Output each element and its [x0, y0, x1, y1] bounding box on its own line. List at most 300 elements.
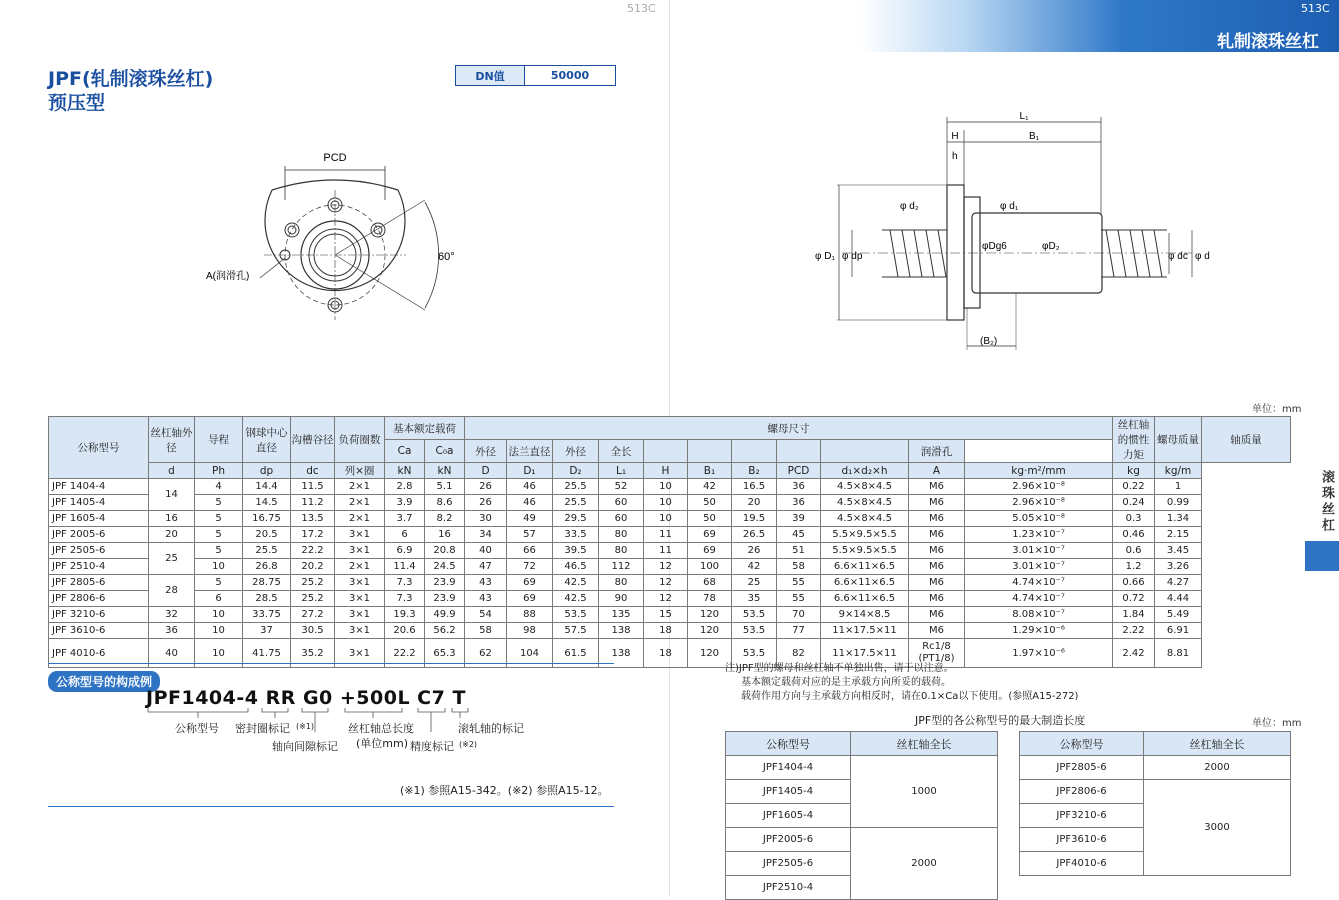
- cell-L1: 80: [599, 527, 644, 543]
- cell-lube: M6: [909, 575, 965, 591]
- mx-right-length-1: 2000: [1144, 756, 1291, 780]
- cell-dp: 41.75: [243, 639, 291, 668]
- table-row: JPF2505-6: [726, 852, 851, 876]
- cell-L1: 112: [599, 559, 644, 575]
- page-subtitle: 预压型: [48, 92, 106, 114]
- cell-B1: 100: [688, 559, 732, 575]
- cell-B1: 50: [688, 495, 732, 511]
- th-shaft-mass: 轴质量: [1202, 417, 1291, 463]
- cell-pcd: 39: [777, 511, 821, 527]
- label-clearance: 轴向间隙标记: [272, 740, 338, 753]
- th-nut: 螺母尺寸: [465, 417, 1113, 440]
- cell-ca: 3.9: [385, 495, 425, 511]
- angle-label: 60°: [438, 251, 455, 263]
- cell-dp: 16.75: [243, 511, 291, 527]
- cell-coa: 8.6: [425, 495, 465, 511]
- cell-pcd: 55: [777, 591, 821, 607]
- cell-nm: 0.46: [1113, 527, 1155, 543]
- cell-D1: 69: [507, 591, 553, 607]
- cell-ca: 20.6: [385, 623, 425, 639]
- cell-H: 12: [644, 575, 688, 591]
- th-od2: 外径: [553, 440, 599, 463]
- cell-sm: 2.15: [1155, 527, 1202, 543]
- cell-nm: 0.6: [1113, 543, 1155, 559]
- label-seal: 密封圈标记: [235, 722, 290, 735]
- nut-side-view-drawing: [812, 105, 1212, 360]
- spec-table: [48, 416, 1291, 668]
- side-label: 滚珠丝杠: [1319, 470, 1334, 534]
- cell-inertia: 1.29×10⁻⁶: [965, 623, 1113, 639]
- cell-L1: 52: [599, 479, 644, 495]
- cell-ph: 6: [195, 591, 243, 607]
- th-load: 基本额定载荷: [385, 417, 465, 440]
- cell-sm: 1.34: [1155, 511, 1202, 527]
- cell-nm: 0.24: [1113, 495, 1155, 511]
- cell-ca: 6.9: [385, 543, 425, 559]
- cell-pcd: 45: [777, 527, 821, 543]
- cell-pcd: 36: [777, 479, 821, 495]
- th-B1-sym: B₁: [688, 463, 732, 479]
- cell-nm: 0.66: [1113, 575, 1155, 591]
- cell-circ: 2×1: [335, 479, 385, 495]
- cell-circ: 3×1: [335, 591, 385, 607]
- th-B2-sym: B₂: [732, 463, 777, 479]
- shaft-od-cell: 40: [149, 639, 195, 668]
- mx-right-col-length: 丝杠轴全长: [1144, 732, 1291, 756]
- spec-table-body: [49, 479, 1291, 668]
- lube-hole-label: A(润滑孔): [206, 271, 250, 282]
- cell-lube: M6: [909, 543, 965, 559]
- table-row: JPF2510-4: [726, 876, 851, 900]
- cell-coa: 65.3: [425, 639, 465, 668]
- cell-H: 10: [644, 495, 688, 511]
- cell-dc: 30.5: [291, 623, 335, 639]
- cell-dc: 11.2: [291, 495, 335, 511]
- cell-coa: 5.1: [425, 479, 465, 495]
- cell-lube: M6: [909, 623, 965, 639]
- d1-label: φ d₁: [1000, 201, 1019, 212]
- label-accuracy: 精度标记: [410, 740, 454, 753]
- cell-B2: 42: [732, 559, 777, 575]
- table-row: JPF3210-6: [1020, 804, 1144, 828]
- h-label: H: [951, 131, 959, 142]
- cell-lube: M6: [909, 495, 965, 511]
- cell-coa: 16: [425, 527, 465, 543]
- th-lube: 润滑孔: [909, 440, 965, 463]
- table-row: [49, 591, 1291, 607]
- cell-inertia: 4.74×10⁻⁷: [965, 591, 1113, 607]
- cell-D2: 25.5: [553, 479, 599, 495]
- cell-D2: 53.5: [553, 607, 599, 623]
- dc-label: φ dc: [1168, 251, 1188, 262]
- th-lube-sym: A: [909, 463, 965, 479]
- cell-B2: 16.5: [732, 479, 777, 495]
- cell-pcd: 70: [777, 607, 821, 623]
- cell-sm: 5.49: [1155, 607, 1202, 623]
- cell-B2: 53.5: [732, 623, 777, 639]
- cell-B2: 25: [732, 575, 777, 591]
- label-accuracy-note: (※2): [459, 740, 478, 749]
- cell-lube: M6: [909, 559, 965, 575]
- cell-dp: 20.5: [243, 527, 291, 543]
- cell-inertia: 2.96×10⁻⁸: [965, 495, 1113, 511]
- table-row: JPF2005-6: [726, 828, 851, 852]
- cell-D2: 46.5: [553, 559, 599, 575]
- cell-ca: 2.8: [385, 479, 425, 495]
- cell-B2: 20: [732, 495, 777, 511]
- th-B2: [732, 440, 777, 463]
- cell-H: 11: [644, 543, 688, 559]
- cell-pcd: 51: [777, 543, 821, 559]
- cell-nm: 0.22: [1113, 479, 1155, 495]
- cell-coa: 20.8: [425, 543, 465, 559]
- cell-lube: Rc1/8 (PT1/8): [909, 639, 965, 668]
- cell-inertia: 3.01×10⁻⁷: [965, 559, 1113, 575]
- cell-B2: 53.5: [732, 639, 777, 668]
- cell-dc: 13.5: [291, 511, 335, 527]
- cell-D1: 46: [507, 479, 553, 495]
- cell-lube: M6: [909, 511, 965, 527]
- note-1: 注)JPF型的螺母和丝杠轴不单独出售，请于以注意。: [725, 663, 954, 674]
- cell-L1: 80: [599, 543, 644, 559]
- model-cell: JPF 2806-6: [49, 591, 149, 607]
- cell-inertia: 1.97×10⁻⁶: [965, 639, 1113, 668]
- cell-ca: 7.3: [385, 591, 425, 607]
- cell-B1: 69: [688, 543, 732, 559]
- th-flange: 法兰直径: [507, 440, 553, 463]
- cell-B1: 78: [688, 591, 732, 607]
- cell-H: 10: [644, 511, 688, 527]
- cell-ph: 10: [195, 639, 243, 668]
- model-cell: JPF 2805-6: [49, 575, 149, 591]
- label-length-unit: (单位mm): [356, 737, 409, 750]
- th-D-sym: D: [465, 463, 507, 479]
- cell-holes: 5.5×9.5×5.5: [821, 527, 909, 543]
- cell-lube: M6: [909, 479, 965, 495]
- model-cell: JPF 1404-4: [49, 479, 149, 495]
- cell-B1: 50: [688, 511, 732, 527]
- cell-D2: 42.5: [553, 591, 599, 607]
- cell-coa: 8.2: [425, 511, 465, 527]
- cell-D: 43: [465, 591, 507, 607]
- cell-dp: 33.75: [243, 607, 291, 623]
- cell-ph: 10: [195, 623, 243, 639]
- cell-dc: 25.2: [291, 591, 335, 607]
- th-groove: 沟槽谷径: [291, 417, 335, 463]
- dn-value-box: [455, 65, 616, 86]
- example-pill: 公称型号的构成例: [48, 671, 160, 692]
- cell-D1: 66: [507, 543, 553, 559]
- th-B1: [688, 440, 732, 463]
- cell-dc: 22.2: [291, 543, 335, 559]
- table-row: [49, 495, 1291, 511]
- cell-coa: 56.2: [425, 623, 465, 639]
- cell-ph: 10: [195, 559, 243, 575]
- cell-ph: 5: [195, 511, 243, 527]
- cell-ca: 6: [385, 527, 425, 543]
- cell-D: 34: [465, 527, 507, 543]
- th-L1-sym: L₁: [599, 463, 644, 479]
- label-length: 丝杠轴总长度: [348, 722, 414, 735]
- cell-holes: 9×14×8.5: [821, 607, 909, 623]
- cell-holes: 11×17.5×11: [821, 623, 909, 639]
- left-page-number: 513C: [627, 2, 656, 15]
- th-PCD: [777, 440, 821, 463]
- cell-sm: 4.44: [1155, 591, 1202, 607]
- D2-label: φD₂: [1042, 241, 1060, 252]
- label-seal-note: (※1): [296, 722, 315, 731]
- th-circuits: 负荷圈数: [335, 417, 385, 463]
- cell-L1: 90: [599, 591, 644, 607]
- model-cell: JPF 2505-6: [49, 543, 149, 559]
- cell-D1: 46: [507, 495, 553, 511]
- th-PCD-sym: PCD: [777, 463, 821, 479]
- cell-D2: 57.5: [553, 623, 599, 639]
- cell-D2: 33.5: [553, 527, 599, 543]
- cell-nm: 2.22: [1113, 623, 1155, 639]
- cell-sm: 3.26: [1155, 559, 1202, 575]
- table-row: [49, 527, 1291, 543]
- cell-D1: 57: [507, 527, 553, 543]
- shaft-od-cell: 16: [149, 511, 195, 527]
- cell-lube: M6: [909, 607, 965, 623]
- cell-circ: 3×1: [335, 607, 385, 623]
- table-row: JPF3610-6: [1020, 828, 1144, 852]
- model-cell: JPF 1605-4: [49, 511, 149, 527]
- model-cell: JPF 2510-4: [49, 559, 149, 575]
- cell-ca: 7.3: [385, 575, 425, 591]
- cell-dp: 14.5: [243, 495, 291, 511]
- b1-label: B₁: [1028, 131, 1040, 142]
- th-D1-sym: D₁: [507, 463, 553, 479]
- cell-H: 12: [644, 559, 688, 575]
- cell-nm: 1.2: [1113, 559, 1155, 575]
- cell-ph: 5: [195, 543, 243, 559]
- cell-coa: 23.9: [425, 575, 465, 591]
- shaft-od-cell: 25: [149, 543, 195, 575]
- cell-D1: 88: [507, 607, 553, 623]
- cell-D: 58: [465, 623, 507, 639]
- notes: [725, 662, 1078, 704]
- cell-D: 54: [465, 607, 507, 623]
- cell-sm: 1: [1155, 479, 1202, 495]
- cell-holes: 6.6×11×6.5: [821, 575, 909, 591]
- D1-label: φ D₁: [815, 251, 835, 262]
- cell-H: 18: [644, 639, 688, 668]
- table-row: [49, 607, 1291, 623]
- shaft-od-cell: 20: [149, 527, 195, 543]
- cell-D2: 39.5: [553, 543, 599, 559]
- dn-label: DN值: [456, 66, 525, 85]
- cell-pcd: 58: [777, 559, 821, 575]
- th-nut-mass: 螺母质量: [1155, 417, 1202, 463]
- table-row: JPF2806-6: [1020, 780, 1144, 804]
- cell-holes: 4.5×8×4.5: [821, 479, 909, 495]
- mx-right-col-model: 公称型号: [1020, 732, 1144, 756]
- cell-dp: 37: [243, 623, 291, 639]
- th-holes: [821, 440, 909, 463]
- cell-coa: 23.9: [425, 591, 465, 607]
- cell-lube: M6: [909, 527, 965, 543]
- cell-circ: 3×1: [335, 639, 385, 668]
- note-2: 基本额定载荷对应的是主承载方向所妥的载荷。: [741, 677, 951, 688]
- cell-pcd: 55: [777, 575, 821, 591]
- th-ca: Ca: [385, 440, 425, 463]
- th-model: 公称型号: [49, 417, 149, 479]
- th-ph-sym: Ph: [195, 463, 243, 479]
- th-coa-unit: kN: [425, 463, 465, 479]
- cell-circ: 2×1: [335, 495, 385, 511]
- th-nut-mass-unit: kg: [1113, 463, 1155, 479]
- cell-dp: 28.75: [243, 575, 291, 591]
- cell-coa: 24.5: [425, 559, 465, 575]
- cell-D: 26: [465, 479, 507, 495]
- cell-B2: 19.5: [732, 511, 777, 527]
- cell-holes: 11×17.5×11: [821, 639, 909, 668]
- cell-D: 47: [465, 559, 507, 575]
- shaft-od-cell: 14: [149, 479, 195, 511]
- th-shaft-od: 丝杠轴外 径: [149, 417, 195, 463]
- cell-H: 15: [644, 607, 688, 623]
- cell-holes: 4.5×8×4.5: [821, 511, 909, 527]
- cell-nm: 2.42: [1113, 639, 1155, 668]
- pcd-label: PCD: [323, 152, 347, 164]
- cell-ph: 5: [195, 527, 243, 543]
- cell-dc: 17.2: [291, 527, 335, 543]
- dn-value: 50000: [550, 69, 590, 82]
- cell-ca: 19.3: [385, 607, 425, 623]
- cell-ph: 4: [195, 479, 243, 495]
- cell-D: 62: [465, 639, 507, 668]
- right-page-number: 513C: [1301, 2, 1330, 15]
- cell-D1: 72: [507, 559, 553, 575]
- cell-sm: 4.27: [1155, 575, 1202, 591]
- cell-B1: 69: [688, 527, 732, 543]
- cell-B1: 120: [688, 607, 732, 623]
- banner-title: 轧制滚珠丝杠: [1217, 32, 1319, 52]
- cell-B1: 120: [688, 639, 732, 668]
- cell-inertia: 8.08×10⁻⁷: [965, 607, 1113, 623]
- mx-left-col-length: 丝杠轴全长: [851, 732, 998, 756]
- Dg6-label: φDg6: [982, 241, 1007, 252]
- model-cell: JPF 1405-4: [49, 495, 149, 511]
- cell-D1: 69: [507, 575, 553, 591]
- max-length-table-right: [1019, 731, 1291, 876]
- th-ball-center: 钢球中心直径: [243, 417, 291, 463]
- cell-H: 11: [644, 527, 688, 543]
- page-title: JPF(轧制滚珠丝杠): [48, 68, 214, 90]
- cell-dc: 11.5: [291, 479, 335, 495]
- mx-right-length-2: 3000: [1144, 780, 1291, 876]
- table-row: JPF1405-4: [726, 780, 851, 804]
- d-label: φ d: [1195, 251, 1210, 262]
- cell-inertia: 3.01×10⁻⁷: [965, 543, 1113, 559]
- cell-pcd: 77: [777, 623, 821, 639]
- cell-circ: 3×1: [335, 623, 385, 639]
- th-coa: C₀a: [425, 440, 465, 463]
- cell-ph: 5: [195, 575, 243, 591]
- cell-holes: 6.6×11×6.5: [821, 559, 909, 575]
- th-od: 外径: [465, 440, 507, 463]
- d2-label: φ d₂: [900, 201, 919, 212]
- shaft-od-cell: 36: [149, 623, 195, 639]
- cell-inertia: 1.23×10⁻⁷: [965, 527, 1113, 543]
- example-bottom-rule: [48, 806, 614, 807]
- cell-inertia: 5.05×10⁻⁸: [965, 511, 1113, 527]
- hh-label: h: [952, 151, 958, 162]
- cell-dc: 35.2: [291, 639, 335, 668]
- cell-sm: 3.45: [1155, 543, 1202, 559]
- cell-inertia: 2.96×10⁻⁸: [965, 479, 1113, 495]
- cell-dp: 25.5: [243, 543, 291, 559]
- example-top-rule: [48, 663, 614, 664]
- table-row: [49, 479, 1291, 495]
- max-length-title: JPF型的各公称型号的最大制造长度: [915, 714, 1086, 727]
- label-model: 公称型号: [175, 722, 219, 735]
- cell-D1: 104: [507, 639, 553, 668]
- shaft-od-cell: 28: [149, 575, 195, 607]
- reference-note: (※1) 参照A15-342。(※2) 参照A15-12。: [400, 784, 609, 797]
- cell-L1: 80: [599, 575, 644, 591]
- th-shaft-mass-unit: kg/m: [1155, 463, 1202, 479]
- cell-circ: 2×1: [335, 559, 385, 575]
- table-row: [49, 511, 1291, 527]
- mx-left-col-model: 公称型号: [726, 732, 851, 756]
- cell-B1: 42: [688, 479, 732, 495]
- side-tab: [1305, 541, 1339, 571]
- table-row: [49, 575, 1291, 591]
- max-length-unit: 单位：mm: [1252, 718, 1302, 729]
- th-dp-sym: dp: [243, 463, 291, 479]
- cell-D: 40: [465, 543, 507, 559]
- th-dc-sym: dc: [291, 463, 335, 479]
- cell-H: 12: [644, 591, 688, 607]
- cell-coa: 49.9: [425, 607, 465, 623]
- cell-L1: 138: [599, 639, 644, 668]
- table-row: [49, 559, 1291, 575]
- cell-D2: 61.5: [553, 639, 599, 668]
- cell-B2: 53.5: [732, 607, 777, 623]
- cell-B1: 68: [688, 575, 732, 591]
- cell-nm: 0.3: [1113, 511, 1155, 527]
- cell-D: 26: [465, 495, 507, 511]
- cell-ca: 22.2: [385, 639, 425, 668]
- shaft-od-cell: 32: [149, 607, 195, 623]
- l1-label: L₁: [1019, 111, 1029, 122]
- th-inertia-unit: kg·m²/mm: [965, 463, 1113, 479]
- cell-ca: 3.7: [385, 511, 425, 527]
- cell-pcd: 82: [777, 639, 821, 668]
- table-row: JPF1404-4: [726, 756, 851, 780]
- cell-B2: 26.5: [732, 527, 777, 543]
- model-cell: JPF 2005-6: [49, 527, 149, 543]
- cell-dc: 25.2: [291, 575, 335, 591]
- cell-sm: 6.91: [1155, 623, 1202, 639]
- cell-sm: 8.81: [1155, 639, 1202, 668]
- model-code-example: JPF1404-4 RR G0 +500L C7 T: [146, 687, 466, 709]
- cell-D2: 42.5: [553, 575, 599, 591]
- cell-holes: 6.6×11×6.5: [821, 591, 909, 607]
- th-inertia: 丝杠轴的惯性力矩: [1113, 417, 1155, 463]
- cell-pcd: 36: [777, 495, 821, 511]
- cell-nm: 0.72: [1113, 591, 1155, 607]
- cell-L1: 60: [599, 495, 644, 511]
- th-D2-sym: D₂: [553, 463, 599, 479]
- cell-circ: 3×1: [335, 543, 385, 559]
- cell-B2: 26: [732, 543, 777, 559]
- th-ca-unit: kN: [385, 463, 425, 479]
- cell-nm: 1.84: [1113, 607, 1155, 623]
